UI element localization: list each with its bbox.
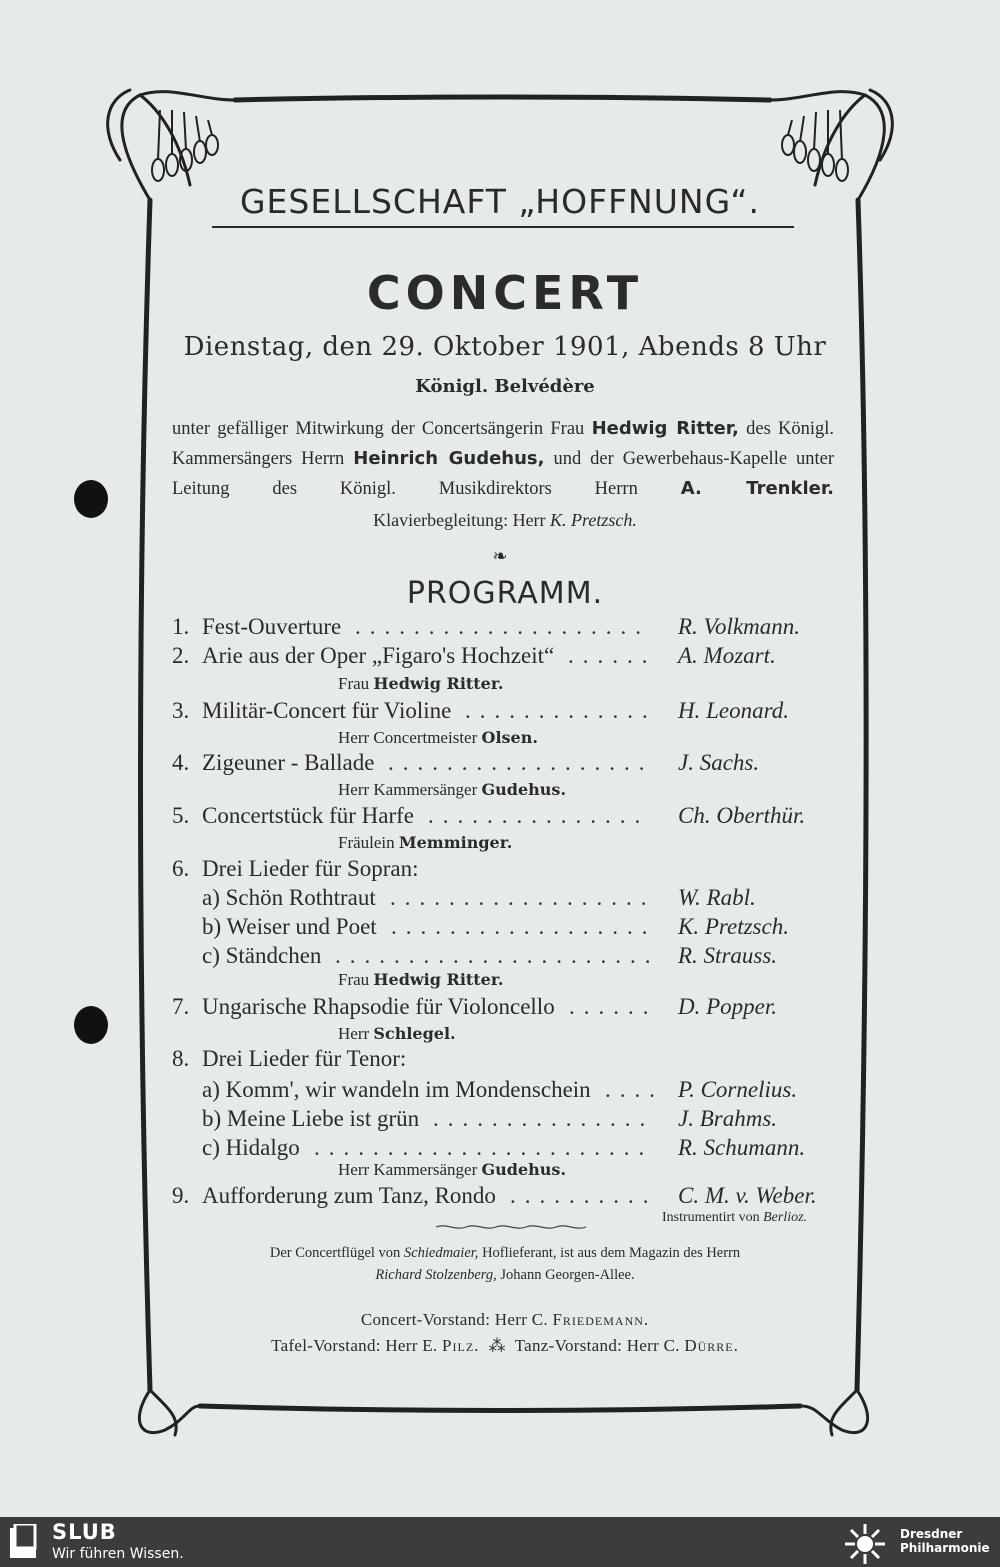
performer-line: Fräulein Memminger. — [338, 833, 513, 852]
song-title: c) Hidalgo — [202, 1135, 300, 1160]
programme-item — [172, 1135, 832, 1163]
programme-item — [172, 1106, 832, 1134]
work-title: Zigeuner - Ballade — [202, 750, 375, 775]
work-title: Militär-Concert für Violine — [202, 698, 452, 723]
performer-line: Herr Kammersänger Gudehus. — [338, 780, 567, 799]
slub-logo-icon[interactable] — [10, 1524, 40, 1560]
leader-dots: .................... — [355, 614, 650, 639]
leader-dots: .................. — [391, 914, 657, 939]
society-underline — [212, 226, 794, 228]
composer-name: J. Brahms. — [678, 1106, 778, 1131]
work-title: Aufforderung zum Tanz, Rondo — [202, 1183, 496, 1208]
song-title: b) Meine Liebe ist grün — [202, 1106, 420, 1131]
programme-item — [172, 698, 832, 726]
piano-notice: Der Concertflügel von Schiedmaier, Hoflieferant, ist aus dem Magazin des Herrn Richard Stolzenberg, Johann Georgen-Allee. — [269, 1245, 741, 1283]
item-number: 7. — [172, 994, 190, 1019]
leader-dots: .................. — [388, 750, 654, 775]
intro-paragraph: unter gefälliger Mitwirkung der Concertsängerin Frau Hedwig Ritter, des Königl. Kammersängers Herrn Heinrich Gudehus, und der Gewerbehaus-Kapelle unter Leitung des Königl. Musikdirektors Herrn A. Trenkler. — [172, 418, 835, 499]
programme-item — [172, 750, 832, 778]
composer-name: R. Volkmann. — [678, 614, 801, 639]
committee-line: Tafel-Vorstand: Herr E. Pilz. ⁂ Tanz-Vorstand: Herr C. Dürre. — [271, 1336, 739, 1355]
item-number: 8. — [172, 1046, 190, 1071]
society-name: GESELLSCHAFT „HOFFNUNG“. — [239, 182, 761, 221]
partner-name[interactable]: Dresdner Philharmonie — [900, 1527, 990, 1555]
programme-item — [172, 885, 832, 913]
programme-item — [172, 1077, 832, 1105]
concert-committee: Concert-Vorstand: Herr C. Friedemann. — [360, 1310, 650, 1329]
slub-tagline: Wir führen Wissen. — [52, 1546, 184, 1562]
item-number: 5. — [172, 803, 190, 828]
leader-dots: .... — [605, 1077, 664, 1102]
wave-divider — [436, 1222, 596, 1232]
work-title: Drei Lieder für Sopran: — [202, 856, 419, 881]
leader-dots: ...... — [569, 994, 658, 1019]
composer-name: H. Leonard. — [678, 698, 789, 723]
leader-dots: ...................... — [335, 943, 660, 968]
venue: Königl. Belvédère — [415, 376, 595, 397]
leader-dots: ....................... — [314, 1135, 654, 1160]
composer-name: A. Mozart. — [678, 643, 776, 668]
song-title: c) Ständchen — [202, 943, 322, 968]
leader-dots: .......... — [510, 1183, 658, 1208]
composer-name: C. M. v. Weber. — [678, 1183, 817, 1208]
song-title: a) Schön Rothtraut — [202, 885, 376, 910]
song-title: a) Komm', wir wandeln im Mondenschein — [202, 1077, 591, 1102]
programme-item — [172, 614, 832, 642]
date-line: Dienstag, den 29. Oktober 1901, Abends 8 Uhr — [183, 332, 827, 362]
item-number: 6. — [172, 856, 190, 881]
programme-item — [172, 856, 832, 884]
leader-dots: ............. — [465, 698, 657, 723]
performer-name: Hedwig Ritter, — [591, 418, 739, 439]
slub-name[interactable]: SLUB — [52, 1520, 117, 1544]
ornament-icon: ❧ — [492, 546, 508, 567]
performer-line: Frau Hedwig Ritter. — [338, 970, 504, 989]
performer-line: Herr Schlegel. — [338, 1024, 456, 1043]
composer-name: P. Cornelius. — [678, 1077, 798, 1102]
item-number: 1. — [172, 614, 190, 639]
instrumentation-note: Instrumentirt von Berlioz. — [662, 1210, 808, 1225]
philharmonie-logo-icon[interactable] — [842, 1521, 888, 1567]
programme-title: PROGRAMM. — [406, 576, 604, 611]
leader-dots: ............... — [428, 803, 650, 828]
programme-item — [172, 803, 832, 831]
item-number: 9. — [172, 1183, 190, 1208]
composer-name: D. Popper. — [678, 994, 778, 1019]
programme-item — [172, 1046, 832, 1074]
song-title: b) Weiser und Poet — [202, 914, 377, 939]
work-title: Ungarische Rhapsodie für Violoncello — [202, 994, 555, 1019]
leader-dots: ...... — [568, 643, 657, 668]
performer-line: Herr Kammersänger Gudehus. — [338, 1160, 567, 1179]
piano-accompaniment: Klavierbegleitung: Herr K. Pretzsch. — [373, 510, 637, 530]
item-number: 2. — [172, 643, 190, 668]
asterism-icon: ⁂ — [488, 1336, 506, 1355]
programme-item — [172, 943, 832, 971]
composer-name: R. Schumann. — [678, 1135, 806, 1160]
leader-dots: ............... — [433, 1106, 655, 1131]
composer-name: J. Sachs. — [678, 750, 760, 775]
leader-dots: .................. — [390, 885, 656, 910]
composer-name: R. Strauss. — [678, 943, 778, 968]
performer-line: Frau Hedwig Ritter. — [338, 674, 504, 693]
work-title: Arie aus der Oper „Figaro's Hochzeit“ — [202, 643, 555, 668]
performer-line: Herr Concertmeister Olsen. — [338, 728, 538, 747]
composer-name: Ch. Oberthür. — [678, 803, 806, 828]
programme-item — [172, 994, 832, 1022]
composer-name: W. Rabl. — [678, 885, 756, 910]
performer-name: Heinrich Gudehus, — [353, 448, 545, 469]
work-title: Drei Lieder für Tenor: — [202, 1046, 407, 1071]
item-number: 4. — [172, 750, 190, 775]
programme-item — [172, 1183, 832, 1211]
programme-item — [172, 643, 832, 671]
concert-title: CONCERT — [366, 266, 644, 320]
pianist-name: K. Pretzsch. — [550, 510, 637, 530]
work-title: Fest-Ouverture — [202, 614, 342, 639]
programme-item — [172, 914, 832, 942]
conductor-name: A. Trenkler. — [680, 478, 834, 499]
composer-name: K. Pretzsch. — [678, 914, 789, 939]
item-number: 3. — [172, 698, 190, 723]
work-title: Concertstück für Harfe — [202, 803, 415, 828]
